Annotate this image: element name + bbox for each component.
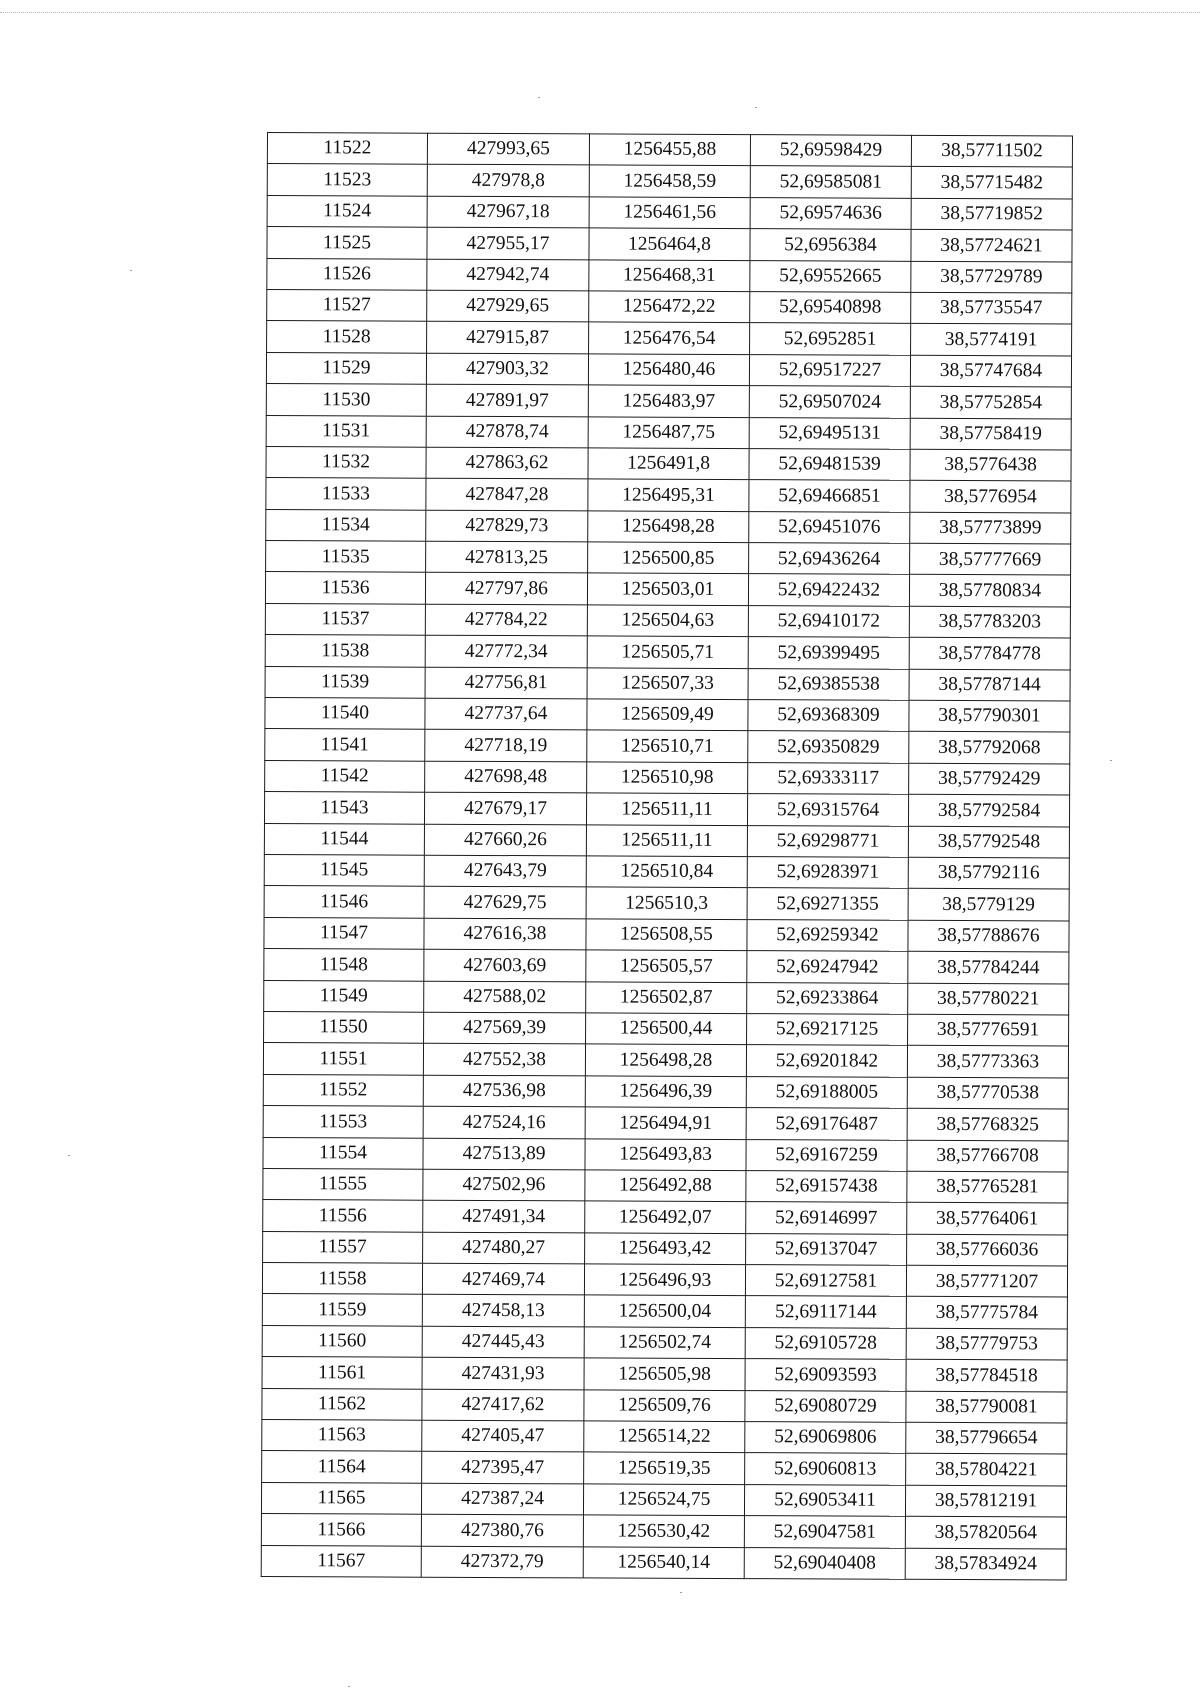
scan-top-edge (0, 12, 1200, 13)
latitude-cell: 52,69201842 (746, 1045, 907, 1077)
point-number-cell: 11535 (266, 541, 426, 573)
point-number-cell: 11537 (265, 603, 425, 635)
x-coordinate-cell: 427502,96 (423, 1169, 585, 1201)
latitude-cell: 52,69517227 (749, 354, 910, 386)
scan-speck (68, 1155, 70, 1156)
y-coordinate-cell: 1256502,74 (584, 1327, 745, 1359)
point-number-cell: 11543 (264, 792, 424, 824)
y-coordinate-cell: 1256455,88 (589, 134, 750, 166)
longitude-cell: 38,57765281 (907, 1171, 1068, 1203)
x-coordinate-cell: 427829,73 (426, 510, 588, 542)
table-row (267, 227, 1072, 262)
longitude-cell: 38,57784778 (909, 638, 1070, 670)
latitude-cell: 52,69598429 (750, 135, 911, 167)
scan-speck (755, 107, 757, 108)
point-number-cell: 11565 (261, 1482, 421, 1514)
latitude-cell: 52,69060813 (745, 1453, 906, 1485)
longitude-cell: 38,5776954 (910, 481, 1071, 513)
x-coordinate-cell: 427813,25 (426, 541, 588, 573)
latitude-cell: 52,69507024 (749, 386, 910, 418)
longitude-cell: 38,57834924 (905, 1548, 1066, 1580)
longitude-cell: 38,57771207 (906, 1265, 1067, 1297)
x-coordinate-cell: 427756,81 (425, 667, 587, 699)
table-row (263, 1074, 1068, 1109)
x-coordinate-cell: 427480,27 (423, 1232, 585, 1264)
point-number-cell: 11556 (263, 1200, 423, 1232)
y-coordinate-cell: 1256502,87 (586, 981, 747, 1013)
table-row (265, 635, 1070, 670)
longitude-cell: 38,57790301 (909, 700, 1070, 732)
latitude-cell: 52,69552665 (750, 260, 911, 292)
point-number-cell: 11548 (264, 949, 424, 981)
point-number-cell: 11523 (267, 164, 427, 196)
latitude-cell: 52,6952851 (750, 323, 911, 355)
coordinate-table-body (261, 133, 1072, 1580)
latitude-cell: 52,69167259 (746, 1139, 907, 1171)
point-number-cell: 11545 (264, 854, 424, 886)
latitude-cell: 52,69259342 (747, 919, 908, 951)
table-row (267, 258, 1072, 293)
scan-speck (538, 97, 540, 98)
table-row (267, 321, 1072, 356)
longitude-cell: 38,57792548 (908, 826, 1069, 858)
latitude-cell: 52,69315764 (747, 794, 908, 826)
latitude-cell: 52,6956384 (750, 229, 911, 261)
latitude-cell: 52,69105728 (745, 1327, 906, 1359)
point-number-cell: 11564 (262, 1451, 422, 1483)
longitude-cell: 38,57752854 (910, 386, 1071, 418)
latitude-cell: 52,69298771 (747, 825, 908, 857)
latitude-cell: 52,69247942 (747, 951, 908, 983)
longitude-cell: 38,57773899 (910, 512, 1071, 544)
point-number-cell: 11551 (263, 1043, 423, 1075)
y-coordinate-cell: 1256493,42 (585, 1233, 746, 1265)
scan-speck (680, 1592, 682, 1593)
x-coordinate-cell: 427929,65 (427, 290, 589, 322)
longitude-cell: 38,57792068 (909, 732, 1070, 764)
table-row (265, 729, 1070, 764)
longitude-cell: 38,57766036 (907, 1234, 1068, 1266)
point-number-cell: 11529 (266, 352, 426, 384)
point-number-cell: 11533 (266, 478, 426, 510)
latitude-cell: 52,69540898 (750, 292, 911, 324)
y-coordinate-cell: 1256511,11 (586, 824, 747, 856)
table-row (264, 854, 1069, 889)
latitude-cell: 52,69176487 (746, 1108, 907, 1140)
longitude-cell: 38,57773363 (907, 1046, 1068, 1078)
point-number-cell: 11554 (263, 1137, 423, 1169)
table-row (264, 823, 1069, 858)
x-coordinate-cell: 427891,97 (426, 384, 588, 416)
longitude-cell: 38,57766708 (907, 1140, 1068, 1172)
longitude-cell: 38,57792116 (908, 857, 1069, 889)
latitude-cell: 52,69574636 (750, 197, 911, 229)
y-coordinate-cell: 1256524,75 (583, 1484, 744, 1516)
y-coordinate-cell: 1256498,28 (585, 1044, 746, 1076)
x-coordinate-cell: 427698,48 (425, 761, 587, 793)
x-coordinate-cell: 427431,93 (422, 1357, 584, 1389)
x-coordinate-cell: 427797,86 (425, 573, 587, 605)
x-coordinate-cell: 427718,19 (425, 730, 587, 762)
x-coordinate-cell: 427679,17 (424, 792, 586, 824)
longitude-cell: 38,57788676 (908, 920, 1069, 952)
y-coordinate-cell: 1256498,28 (588, 511, 749, 543)
x-coordinate-cell: 427588,02 (424, 981, 586, 1013)
y-coordinate-cell: 1256458,59 (589, 165, 750, 197)
y-coordinate-cell: 1256500,85 (588, 542, 749, 574)
y-coordinate-cell: 1256509,76 (584, 1390, 745, 1422)
x-coordinate-cell: 427737,64 (425, 698, 587, 730)
latitude-cell: 52,69350829 (748, 731, 909, 763)
scan-speck (1110, 760, 1112, 761)
x-coordinate-cell: 427629,75 (424, 887, 586, 919)
point-number-cell: 11558 (262, 1263, 422, 1295)
scan-speck (348, 1686, 350, 1687)
x-coordinate-cell: 427491,34 (423, 1200, 585, 1232)
latitude-cell: 52,69137047 (746, 1233, 907, 1265)
point-number-cell: 11566 (261, 1514, 421, 1546)
longitude-cell: 38,57792584 (908, 795, 1069, 827)
y-coordinate-cell: 1256504,63 (587, 605, 748, 637)
y-coordinate-cell: 1256510,84 (586, 856, 747, 888)
x-coordinate-cell: 427536,98 (423, 1075, 585, 1107)
point-number-cell: 11559 (262, 1294, 422, 1326)
table-row (264, 1011, 1069, 1046)
longitude-cell: 38,57780221 (908, 983, 1069, 1015)
table-row (265, 603, 1070, 638)
point-number-cell: 11549 (264, 980, 424, 1012)
table-row (263, 1106, 1068, 1141)
x-coordinate-cell: 427445,43 (422, 1326, 584, 1358)
y-coordinate-cell: 1256505,57 (586, 950, 747, 982)
table-row (263, 1137, 1068, 1172)
table-row (266, 352, 1071, 387)
point-number-cell: 11544 (264, 823, 424, 855)
table-row (266, 509, 1071, 544)
longitude-cell: 38,57804221 (906, 1454, 1067, 1486)
table-row (266, 478, 1071, 513)
longitude-cell: 38,57775784 (906, 1297, 1067, 1329)
point-number-cell: 11567 (261, 1545, 421, 1577)
x-coordinate-cell: 427469,74 (422, 1263, 584, 1295)
table-row (267, 195, 1072, 230)
y-coordinate-cell: 1256508,55 (586, 919, 747, 951)
point-number-cell: 11552 (263, 1074, 423, 1106)
y-coordinate-cell: 1256510,3 (586, 887, 747, 919)
x-coordinate-cell: 427372,79 (421, 1546, 583, 1578)
longitude-cell: 38,57711502 (911, 135, 1072, 167)
longitude-cell: 38,57820564 (905, 1516, 1066, 1548)
x-coordinate-cell: 427784,22 (425, 604, 587, 636)
y-coordinate-cell: 1256511,11 (586, 793, 747, 825)
y-coordinate-cell: 1256507,33 (587, 668, 748, 700)
coordinate-table (261, 132, 1073, 1580)
longitude-cell: 38,57796654 (906, 1422, 1067, 1454)
table-row (266, 446, 1071, 481)
x-coordinate-cell: 427513,89 (423, 1138, 585, 1170)
latitude-cell: 52,69053411 (744, 1484, 905, 1516)
point-number-cell: 11553 (263, 1106, 423, 1138)
x-coordinate-cell: 427417,62 (422, 1389, 584, 1421)
latitude-cell: 52,69040408 (744, 1547, 905, 1579)
latitude-cell: 52,69385538 (748, 668, 909, 700)
table-row (265, 572, 1070, 607)
longitude-cell: 38,57719852 (911, 198, 1072, 230)
x-coordinate-cell: 427405,47 (422, 1420, 584, 1452)
table-row (264, 792, 1069, 827)
longitude-cell: 38,57784244 (908, 951, 1069, 983)
latitude-cell: 52,69047581 (744, 1516, 905, 1548)
latitude-cell: 52,69271355 (747, 888, 908, 920)
point-number-cell: 11546 (264, 886, 424, 918)
x-coordinate-cell: 427380,76 (421, 1514, 583, 1546)
table-row (262, 1420, 1067, 1455)
scan-speck (130, 270, 132, 271)
y-coordinate-cell: 1256468,31 (589, 259, 750, 291)
y-coordinate-cell: 1256480,46 (588, 354, 749, 386)
y-coordinate-cell: 1256487,75 (588, 416, 749, 448)
latitude-cell: 52,69217125 (747, 1014, 908, 1046)
table-row (264, 980, 1069, 1015)
point-number-cell: 11539 (265, 666, 425, 698)
x-coordinate-cell: 427772,34 (425, 635, 587, 667)
x-coordinate-cell: 427395,47 (422, 1452, 584, 1484)
point-number-cell: 11536 (265, 572, 425, 604)
y-coordinate-cell: 1256505,71 (587, 636, 748, 668)
y-coordinate-cell: 1256492,88 (585, 1170, 746, 1202)
table-row (265, 698, 1070, 733)
table-row (263, 1200, 1068, 1235)
table-row (263, 1168, 1068, 1203)
y-coordinate-cell: 1256493,83 (585, 1138, 746, 1170)
table-row (262, 1388, 1067, 1423)
table-row (266, 541, 1071, 576)
latitude-cell: 52,69585081 (750, 166, 911, 198)
table-row (261, 1514, 1066, 1549)
point-number-cell: 11540 (265, 698, 425, 730)
point-number-cell: 11534 (266, 509, 426, 541)
latitude-cell: 52,69410172 (748, 605, 909, 637)
table-row (267, 164, 1072, 199)
point-number-cell: 11525 (267, 227, 427, 259)
longitude-cell: 38,57790081 (906, 1391, 1067, 1423)
y-coordinate-cell: 1256495,31 (588, 479, 749, 511)
table-row (262, 1294, 1067, 1329)
longitude-cell: 38,57787144 (909, 669, 1070, 701)
y-coordinate-cell: 1256492,07 (585, 1201, 746, 1233)
point-number-cell: 11526 (267, 258, 427, 290)
y-coordinate-cell: 1256510,98 (587, 762, 748, 794)
y-coordinate-cell: 1256476,54 (589, 322, 750, 354)
y-coordinate-cell: 1256461,56 (589, 197, 750, 229)
latitude-cell: 52,69080729 (745, 1390, 906, 1422)
x-coordinate-cell: 427978,8 (427, 165, 589, 197)
x-coordinate-cell: 427863,62 (426, 447, 588, 479)
y-coordinate-cell: 1256509,49 (587, 699, 748, 731)
longitude-cell: 38,57724621 (911, 229, 1072, 261)
latitude-cell: 52,69481539 (749, 449, 910, 481)
y-coordinate-cell: 1256496,39 (585, 1076, 746, 1108)
x-coordinate-cell: 427942,74 (427, 259, 589, 291)
point-number-cell: 11547 (264, 917, 424, 949)
longitude-cell: 38,5779129 (908, 889, 1069, 921)
x-coordinate-cell: 427458,13 (422, 1295, 584, 1327)
point-number-cell: 11563 (262, 1420, 422, 1452)
x-coordinate-cell: 427915,87 (427, 322, 589, 354)
longitude-cell: 38,57784518 (906, 1360, 1067, 1392)
x-coordinate-cell: 427967,18 (427, 196, 589, 228)
latitude-cell: 52,69399495 (748, 637, 909, 669)
x-coordinate-cell: 427643,79 (424, 855, 586, 887)
point-number-cell: 11527 (267, 289, 427, 321)
y-coordinate-cell: 1256514,22 (584, 1421, 745, 1453)
point-number-cell: 11560 (262, 1325, 422, 1357)
point-number-cell: 11541 (265, 729, 425, 761)
y-coordinate-cell: 1256503,01 (587, 573, 748, 605)
y-coordinate-cell: 1256494,91 (585, 1107, 746, 1139)
longitude-cell: 38,57779753 (906, 1328, 1067, 1360)
table-row (263, 1231, 1068, 1266)
table-row (261, 1545, 1066, 1580)
longitude-cell: 38,57764061 (907, 1203, 1068, 1235)
y-coordinate-cell: 1256505,98 (584, 1358, 745, 1390)
longitude-cell: 38,5774191 (911, 324, 1072, 356)
x-coordinate-cell: 427903,32 (426, 353, 588, 385)
x-coordinate-cell: 427569,39 (424, 1012, 586, 1044)
x-coordinate-cell: 427993,65 (427, 133, 589, 165)
y-coordinate-cell: 1256510,71 (587, 730, 748, 762)
y-coordinate-cell: 1256483,97 (588, 385, 749, 417)
longitude-cell: 38,57792429 (909, 763, 1070, 795)
latitude-cell: 52,69127581 (745, 1265, 906, 1297)
table-row (262, 1357, 1067, 1392)
point-number-cell: 11528 (267, 321, 427, 353)
x-coordinate-cell: 427387,24 (421, 1483, 583, 1515)
longitude-cell: 38,57812191 (905, 1485, 1066, 1517)
point-number-cell: 11522 (267, 133, 427, 165)
y-coordinate-cell: 1256530,42 (583, 1515, 744, 1547)
table-row (263, 1043, 1068, 1078)
x-coordinate-cell: 427660,26 (424, 824, 586, 856)
table-row (264, 949, 1069, 984)
longitude-cell: 38,57715482 (911, 167, 1072, 199)
point-number-cell: 11531 (266, 415, 426, 447)
y-coordinate-cell: 1256472,22 (589, 291, 750, 323)
point-number-cell: 11530 (266, 384, 426, 416)
y-coordinate-cell: 1256540,14 (583, 1546, 744, 1578)
latitude-cell: 52,69157438 (746, 1170, 907, 1202)
x-coordinate-cell: 427847,28 (426, 478, 588, 510)
table-row (266, 384, 1071, 419)
point-number-cell: 11562 (262, 1388, 422, 1420)
table-row (264, 917, 1069, 952)
table-row (262, 1451, 1067, 1486)
y-coordinate-cell: 1256500,04 (584, 1295, 745, 1327)
point-number-cell: 11532 (266, 446, 426, 478)
point-number-cell: 11550 (264, 1011, 424, 1043)
x-coordinate-cell: 427955,17 (427, 227, 589, 259)
y-coordinate-cell: 1256491,8 (588, 448, 749, 480)
latitude-cell: 52,69188005 (746, 1076, 907, 1108)
longitude-cell: 38,57758419 (910, 418, 1071, 450)
x-coordinate-cell: 427878,74 (426, 416, 588, 448)
table-row (261, 1482, 1066, 1517)
latitude-cell: 52,69146997 (746, 1202, 907, 1234)
table-row (267, 289, 1072, 324)
y-coordinate-cell: 1256464,8 (589, 228, 750, 260)
x-coordinate-cell: 427616,38 (424, 918, 586, 950)
x-coordinate-cell: 427524,16 (423, 1106, 585, 1138)
latitude-cell: 52,69368309 (748, 700, 909, 732)
point-number-cell: 11557 (263, 1231, 423, 1263)
table-row (265, 666, 1070, 701)
table-row (265, 760, 1070, 795)
longitude-cell: 38,57729789 (911, 261, 1072, 293)
table-row (264, 886, 1069, 921)
latitude-cell: 52,69495131 (749, 417, 910, 449)
longitude-cell: 38,57783203 (909, 606, 1070, 638)
point-number-cell: 11538 (265, 635, 425, 667)
table-row (262, 1263, 1067, 1298)
table-row (262, 1325, 1067, 1360)
longitude-cell: 38,57735547 (911, 292, 1072, 324)
longitude-cell: 38,57777669 (910, 543, 1071, 575)
longitude-cell: 38,57770538 (907, 1077, 1068, 1109)
latitude-cell: 52,69069806 (745, 1422, 906, 1454)
longitude-cell: 38,5776438 (910, 449, 1071, 481)
point-number-cell: 11524 (267, 195, 427, 227)
y-coordinate-cell: 1256500,44 (586, 1013, 747, 1045)
point-number-cell: 11542 (265, 760, 425, 792)
table-row (267, 133, 1072, 168)
point-number-cell: 11555 (263, 1168, 423, 1200)
latitude-cell: 52,69117144 (745, 1296, 906, 1328)
latitude-cell: 52,69333117 (748, 762, 909, 794)
point-number-cell: 11561 (262, 1357, 422, 1389)
latitude-cell: 52,69233864 (747, 982, 908, 1014)
latitude-cell: 52,69093593 (745, 1359, 906, 1391)
latitude-cell: 52,69422432 (748, 574, 909, 606)
latitude-cell: 52,69436264 (749, 543, 910, 575)
y-coordinate-cell: 1256496,93 (584, 1264, 745, 1296)
x-coordinate-cell: 427603,69 (424, 949, 586, 981)
longitude-cell: 38,57776591 (908, 1014, 1069, 1046)
latitude-cell: 52,69451076 (749, 511, 910, 543)
latitude-cell: 52,69283971 (747, 857, 908, 889)
longitude-cell: 38,57747684 (910, 355, 1071, 387)
table-row (266, 415, 1071, 450)
y-coordinate-cell: 1256519,35 (584, 1452, 745, 1484)
x-coordinate-cell: 427552,38 (423, 1044, 585, 1076)
longitude-cell: 38,57780834 (909, 575, 1070, 607)
longitude-cell: 38,57768325 (907, 1108, 1068, 1140)
latitude-cell: 52,69466851 (749, 480, 910, 512)
